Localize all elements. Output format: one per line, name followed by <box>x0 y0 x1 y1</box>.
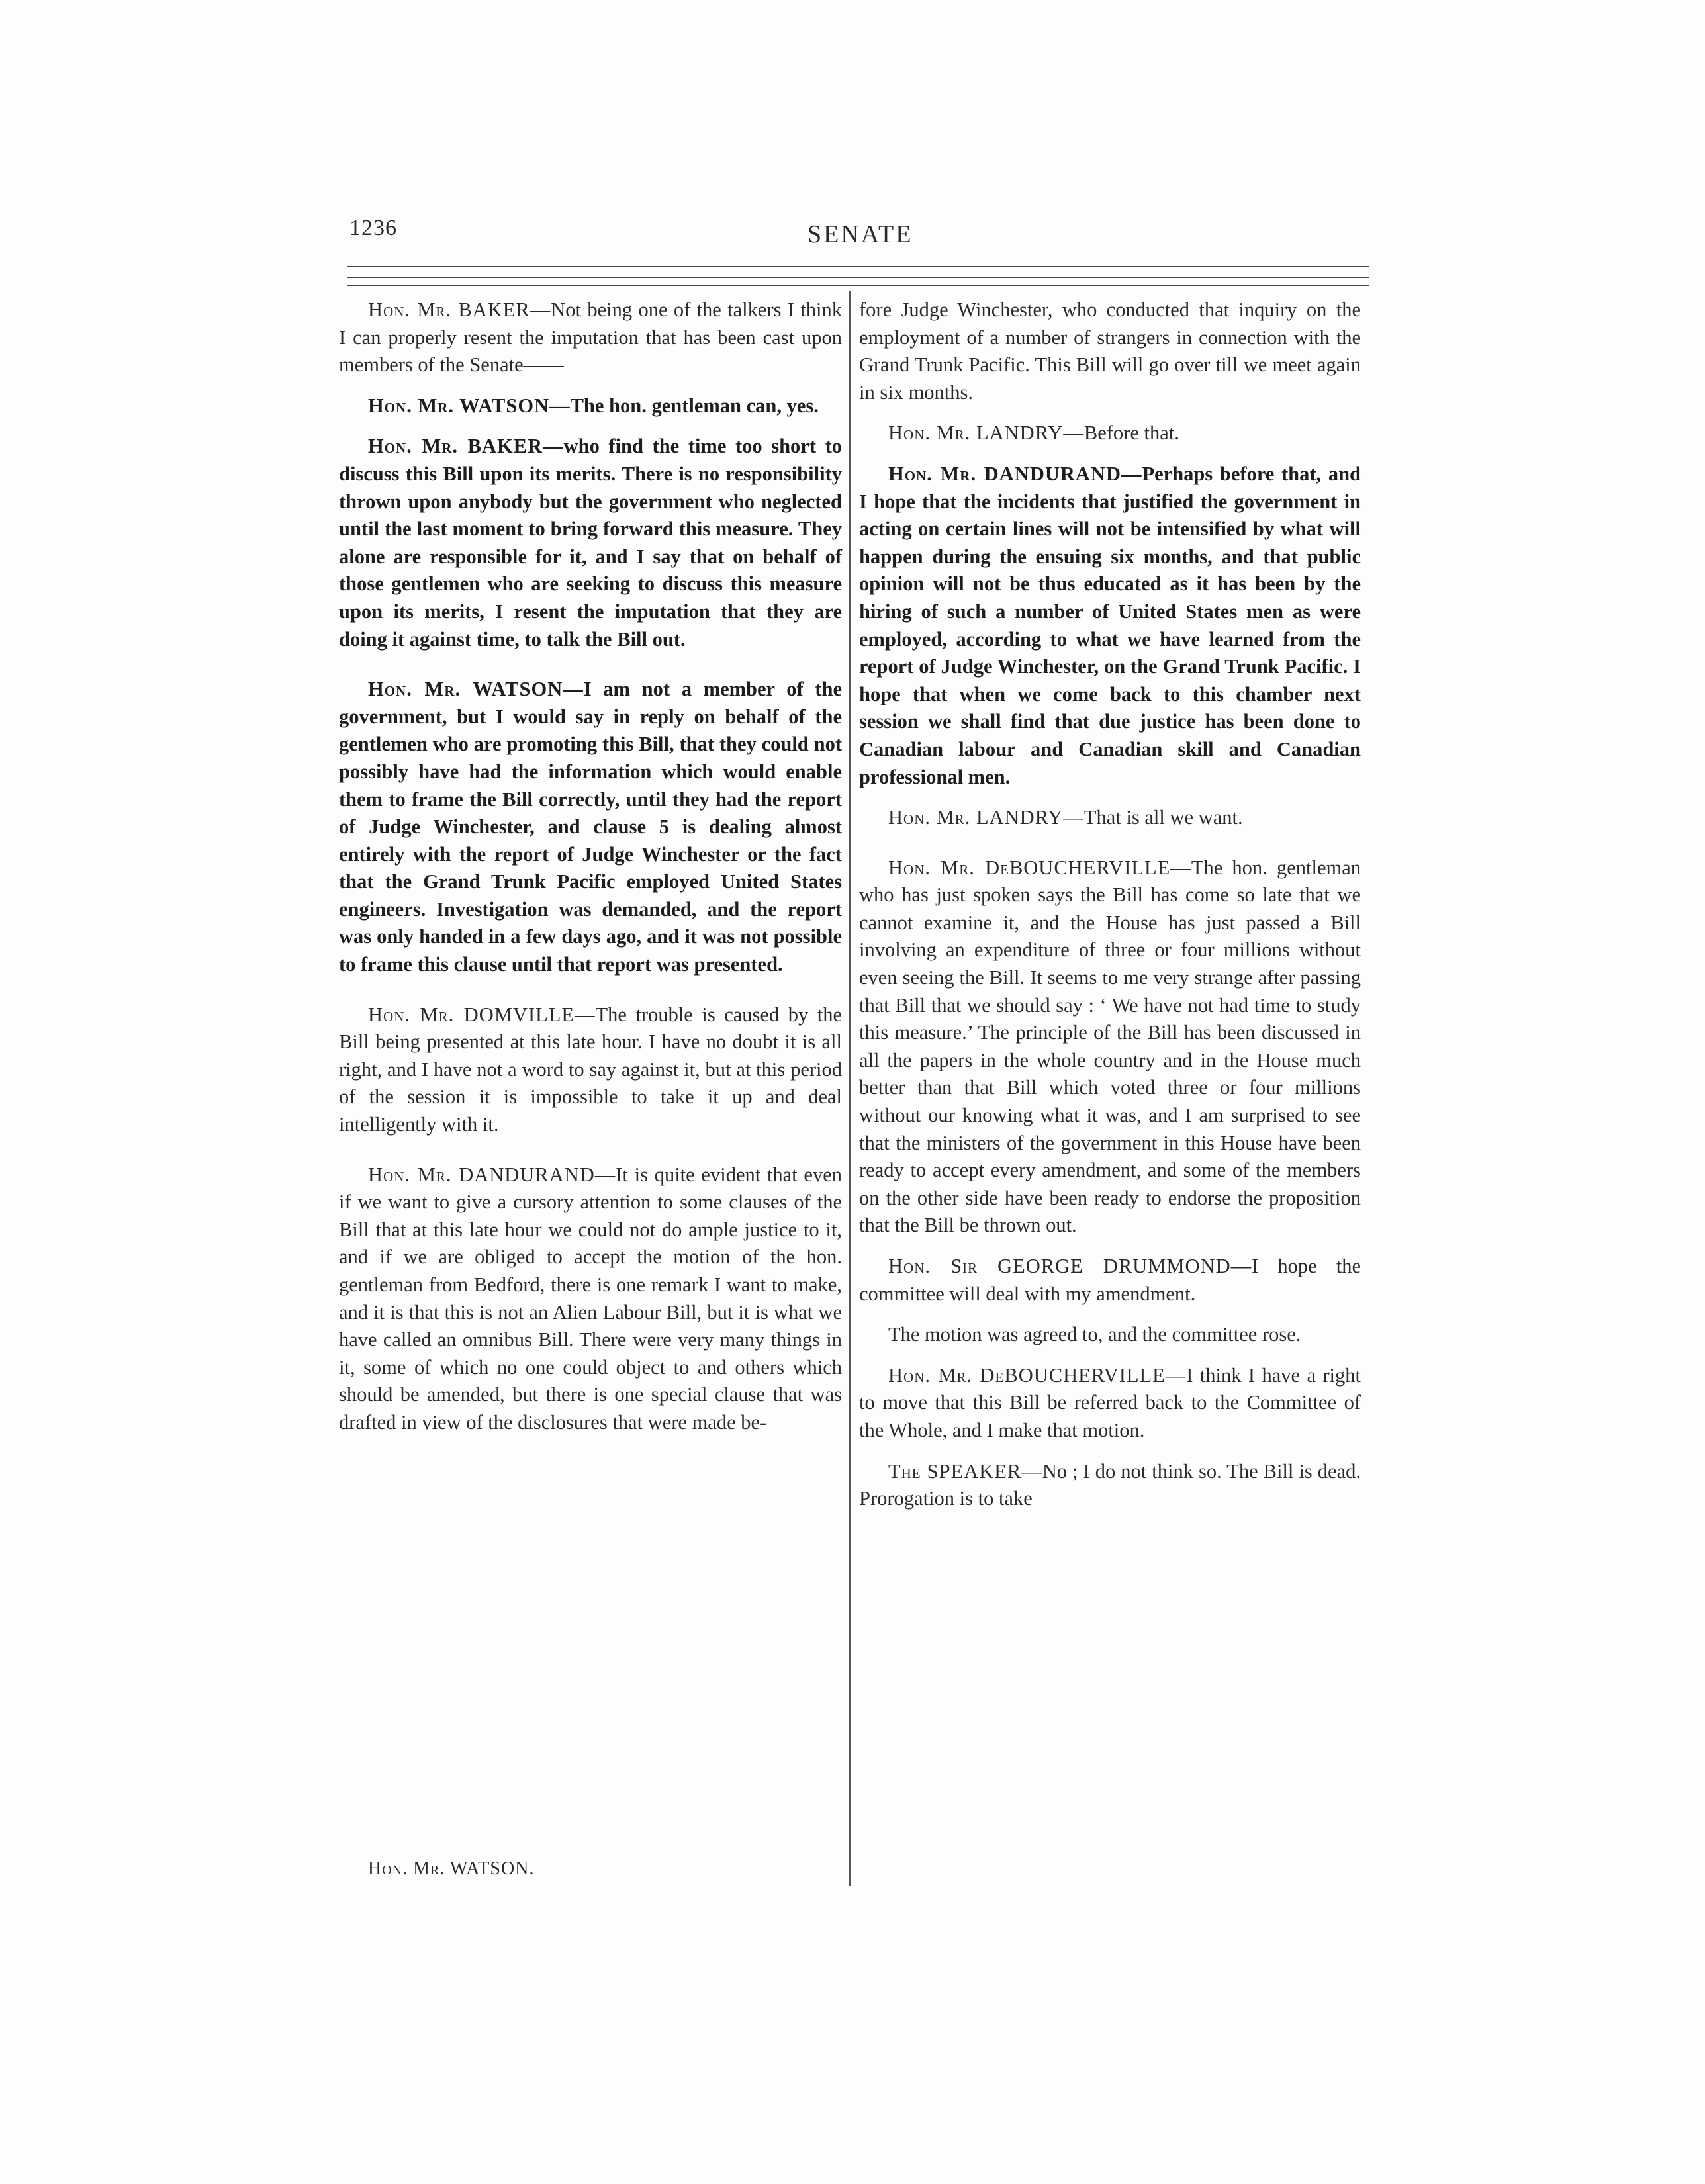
paragraph-text: fore Judge Winchester, who conducted that inquiry on the employment of a number of strangers in connection with the Grand Trunk Pacific. This Bill will go over till we meet again in six months. <box>859 298 1361 404</box>
paragraph-text: It is quite evident that even if we want to give a cursory attention to some clauses of the Bill that at this late hour we could not do ample justice to it, and if we are obliged to accept the motion of the hon. gentleman from Bedford, there is one remark I want to make, and it is that this is not an Alien Labour Bill, but it is what we have called an omnibus Bill. There were very many things in it, some of which no one could object to and others which should be amended, but there is one special clause that was drafted in view of the disclosures that were made be- <box>339 1163 842 1433</box>
column-divider <box>849 291 851 1886</box>
paragraph <box>859 854 1361 1240</box>
paragraph-text: The hon. gentleman can, yes. <box>570 394 819 417</box>
speaker-name: Hon. Mr. DANDURAND— <box>888 462 1142 485</box>
paragraph-text: who find the time too short to discuss this Bill upon its merits. There is no responsibility thrown upon anybody but the government who neglected until the last moment to bring forward this measure. They alone are responsible for it, and I say that on behalf of those gentlemen who are seeking to discuss this measure upon its merits, I resent the imputation that they are doing it against time, to talk the Bill out. <box>339 435 842 651</box>
speaker-name: Hon. Mr. DANDURAND— <box>368 1163 616 1186</box>
paragraph-text: That is all we want. <box>1083 806 1243 829</box>
paragraph <box>859 420 1361 447</box>
speaker-name: Hon. Mr. BAKER— <box>368 298 551 321</box>
paragraph-text: Not being one of the talkers I think I can properly resent the imputation that has been cast upon members of the Senate—— <box>339 298 842 377</box>
header-rule-top <box>347 266 1369 267</box>
paragraph <box>859 296 1361 406</box>
paragraph-text: Before that. <box>1083 422 1179 445</box>
paragraph <box>859 804 1361 832</box>
paragraph <box>859 1253 1361 1308</box>
running-head: SENATE <box>807 220 913 248</box>
paragraph <box>339 433 842 653</box>
header-rule-middle <box>347 277 1369 278</box>
paragraph-text: The motion was agreed to, and the committee rose. <box>888 1323 1301 1346</box>
header-rule-bottom <box>347 285 1369 286</box>
paragraph <box>339 1161 842 1437</box>
speaker-name: Hon. Mr. BAKER— <box>368 435 564 458</box>
paragraph <box>859 1458 1361 1513</box>
right-column <box>859 296 1361 1526</box>
paragraph <box>339 676 842 979</box>
paragraph-text: The hon. gentleman who has just spoken says the Bill has come so late that we cannot examine it, and the House has just passed a Bill involving an expenditure of three or four millions without even seeing the Bill. It seems to me very strange after passing that Bill that we should say : ‘ We have not had time to study this measure.’ The principle of the Bill has been discussed in all the papers in the whole country and in the House much better than that Bill which voted three or four millions without our knowing what it was, and I am surprised to see that the ministers of the government in this House have been ready to accept every amendment, and some of the members on the other side have been ready to endorse the proposition that the Bill be thrown out. <box>859 856 1361 1237</box>
paragraph <box>339 1001 842 1139</box>
paragraph-text: Perhaps before that, and I hope that the incidents that justified the government in acting on certain lines will not be intensified by what will happen during the ensuing six months, and that public opinion will not be thus educated as it has been by the hiring of such a number of United States men as were employed, according to what we have learned from the report of Judge Winchester, on the Grand Trunk Pacific. I hope that when we come back to this chamber next session we shall find that due justice has been done to Canadian labour and Canadian skill and Canadian professional men. <box>859 462 1361 788</box>
speaker-name: Hon. Mr. DOMVILLE— <box>368 1003 596 1026</box>
speaker-name: Hon. Mr. WATSON— <box>368 394 571 417</box>
page-number: 1236 <box>349 216 397 240</box>
paragraph-text: The trouble is caused by the Bill being presented at this late hour. I have no doubt it is all right, and I have not a word to say against it, but at this period of the session it is impossible to take it up and deal intelligently with it. <box>339 1003 842 1136</box>
speaker-name: Hon. Mr. LANDRY— <box>888 806 1084 829</box>
paragraph <box>859 1362 1361 1445</box>
left-column <box>339 296 842 1450</box>
paragraph <box>859 461 1361 791</box>
speaker-name: Hon. Mr. DeBOUCHERVILLE— <box>888 1363 1187 1387</box>
speaker-name: Hon. Mr. DeBOUCHERVILLE— <box>888 856 1191 879</box>
catchword: Hon. Mr. WATSON. <box>368 1858 535 1879</box>
speaker-name: Hon. Mr. LANDRY— <box>888 422 1084 445</box>
paragraph <box>339 392 842 420</box>
paragraph-text: I am not a member of the government, but I would say in reply on behalf of the gentlemen who are promoting this Bill, that they could not possibly have had the information which would enable them to frame the Bill correctly, until they had the report of Judge Winchester, and clause 5 is dealing almost entirely with the report of Judge Winchester or the fact that the Grand Trunk Pacific employed United States engineers. Investigation was demanded, and the report was only handed in a few days ago, and it was not possible to frame this clause until that report was presented. <box>339 678 842 976</box>
speaker-name: Hon. Mr. WATSON— <box>368 678 584 701</box>
paragraph <box>859 1321 1361 1349</box>
paragraph-text: I think I have a right to move that this Bill be referred back to the Committee of the Whole, and I make that motion. <box>859 1363 1361 1441</box>
paragraph-text: I hope the committee will deal with my amendment. <box>859 1255 1361 1305</box>
paragraph <box>339 296 842 379</box>
speaker-name: The SPEAKER— <box>888 1459 1042 1482</box>
paragraph-text: No ; I do not think so. The Bill is dead. Prorogation is to take <box>859 1459 1361 1510</box>
speaker-name: Hon. Sir GEORGE DRUMMOND— <box>888 1255 1252 1277</box>
